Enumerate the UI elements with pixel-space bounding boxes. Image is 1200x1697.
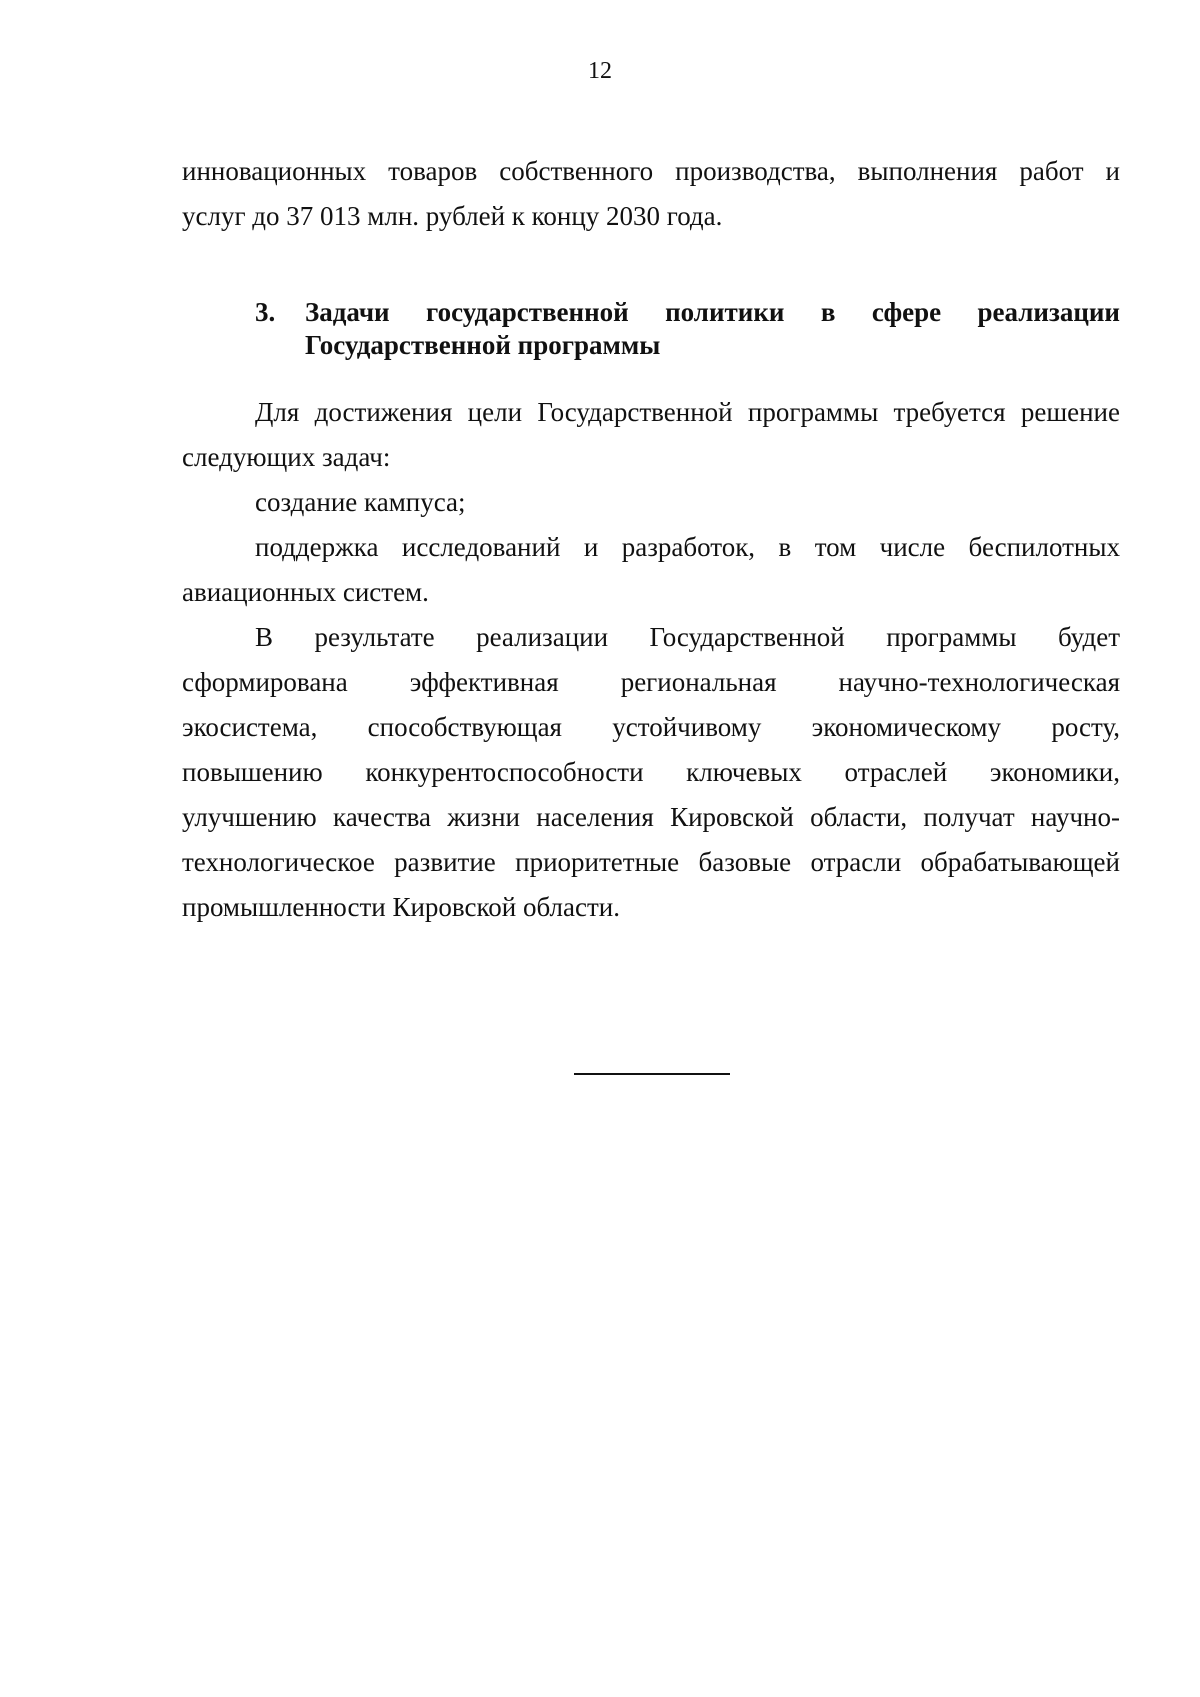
- section-title-line-1: Задачи государственной политики в сфере реализации: [305, 297, 1120, 327]
- paragraph-1-line-2: следующих задач:: [182, 442, 391, 472]
- section-title-line-2: Государственной программы: [305, 330, 661, 360]
- paragraph-4-line-5: улучшению качества жизни населения Кировской области, получат научно-: [182, 802, 1120, 832]
- end-separator-line: [574, 1073, 730, 1075]
- intro-line-1: инновационных товаров собственного производства, выполнения работ и: [182, 156, 1120, 186]
- paragraph-3-line-2: авиационных систем.: [182, 577, 429, 607]
- page-number: 12: [588, 58, 612, 84]
- paragraph-4-line-3: экосистема, способствующая устойчивому экономическому росту,: [182, 712, 1120, 742]
- paragraph-4-line-6: технологическое развитие приоритетные базовые отрасли обрабатывающей: [182, 847, 1120, 877]
- paragraph-2: создание кампуса;: [255, 487, 466, 517]
- paragraph-4-line-4: повышению конкурентоспособности ключевых отраслей экономики,: [182, 757, 1120, 787]
- paragraph-4-line-7: промышленности Кировской области.: [182, 892, 620, 922]
- intro-paragraph: [182, 149, 1120, 239]
- paragraph-1-line-1: Для достижения цели Государственной программы требуется решение: [255, 397, 1120, 427]
- paragraph-4-line-2: сформирована эффективная региональная научно-технологическая: [182, 667, 1120, 697]
- intro-line-2: услуг до 37 013 млн. рублей к концу 2030 года.: [182, 201, 723, 231]
- section-number: 3.: [255, 297, 276, 327]
- paragraph-3-line-1: поддержка исследований и разработок, в том числе беспилотных: [255, 532, 1120, 562]
- section-title: [305, 296, 1120, 362]
- body-text: [182, 390, 1120, 930]
- paragraph-4-line-1: В результате реализации Государственной программы будет: [255, 622, 1120, 652]
